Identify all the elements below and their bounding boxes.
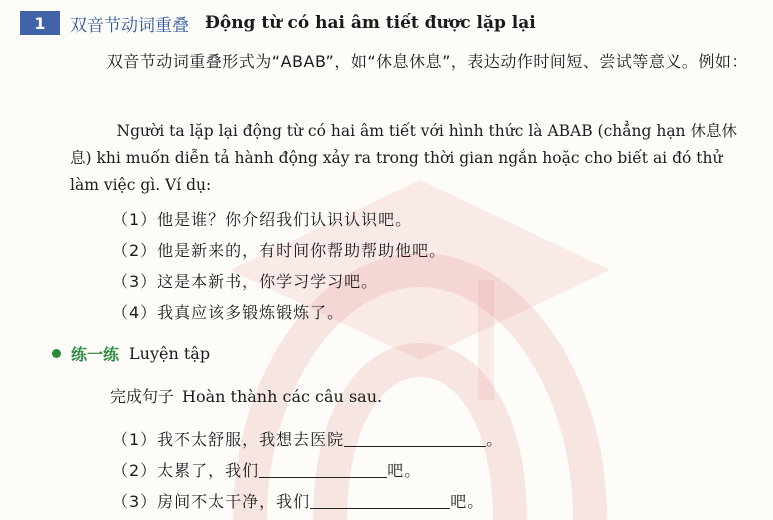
exercise-prefix: （1）我不太舒服，我想去医院 xyxy=(112,430,345,449)
explanation-zh: 双音节动词重叠形式为“ABAB”，如“休息休息”，表达动作时间短、尝试等意义。例如： xyxy=(106,52,748,71)
example-sentence: （3）这是本新书，你学习学习吧。 xyxy=(112,272,379,291)
practice-title-zh: 练一练 xyxy=(71,345,120,364)
exercise-prefix: （3）房间不太干净，我们 xyxy=(112,492,311,511)
exercise-item xyxy=(112,455,503,486)
exercise-suffix: 。 xyxy=(486,430,504,449)
exercise-list xyxy=(112,424,503,517)
task-instruction-vi: Hoàn thành các câu sau. xyxy=(182,387,383,406)
task-instruction-zh: 完成句子 xyxy=(110,387,175,406)
exercise-suffix: 吧。 xyxy=(387,461,422,480)
practice-title-vi: Luyện tập xyxy=(129,344,211,363)
section-title-zh: 双音节动词重叠 xyxy=(70,15,189,36)
section-heading xyxy=(20,10,536,36)
example-sentence: （1）他是谁？你介绍我们认识认识吧。 xyxy=(112,210,413,229)
task-instruction xyxy=(110,384,382,407)
exercise-prefix: （2）太累了，我们 xyxy=(112,461,260,480)
example-sentence: （4）我真应该多锻炼锻炼了。 xyxy=(112,303,345,322)
exercise-item xyxy=(112,424,503,455)
practice-heading xyxy=(52,342,210,365)
answer-blank[interactable] xyxy=(259,457,387,478)
answer-blank[interactable] xyxy=(310,488,450,509)
bullet-dot-icon xyxy=(52,349,61,358)
example-sentence: （2）他是新来的，有时间你帮助帮助他吧。 xyxy=(112,241,447,260)
exercise-suffix: 吧。 xyxy=(450,492,485,511)
example-list xyxy=(112,204,446,328)
section-number-badge: 1 xyxy=(20,11,60,35)
exercise-item xyxy=(112,486,503,517)
section-title-vi: Động từ có hai âm tiết được lặp lại xyxy=(205,13,536,33)
answer-blank[interactable] xyxy=(344,426,486,447)
explanation-vi: Người ta lặp lại động từ có hai âm tiết với hình thức là ABAB (chẳng hạn 休息休息) khi muốn diễn tả hành động xảy ra trong thời gian ngắn hoặc cho biết ai đó thử làm việc gì. Ví dụ: xyxy=(70,122,737,194)
